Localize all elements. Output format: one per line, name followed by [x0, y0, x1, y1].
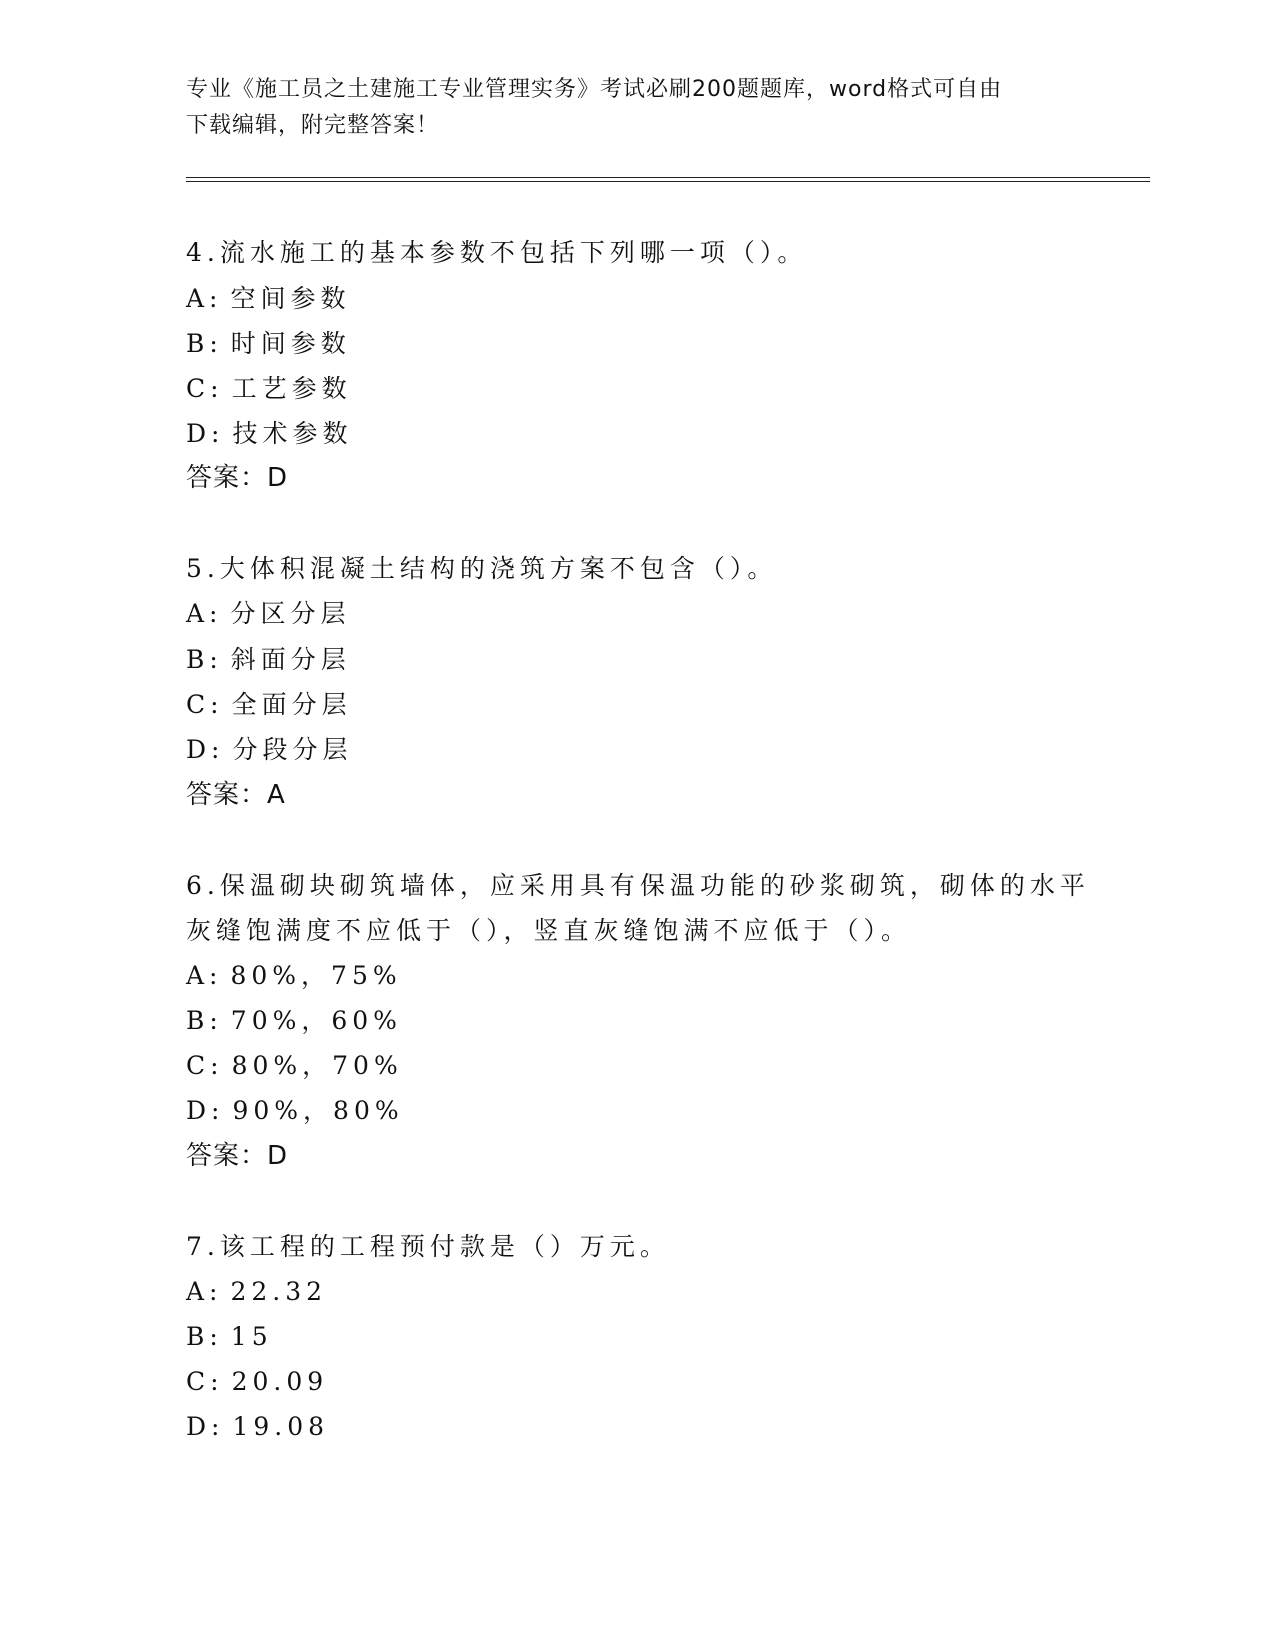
option-letter: A:: [186, 284, 223, 313]
option-text: 20.09: [231, 1367, 329, 1396]
option-letter: B:: [186, 1006, 223, 1035]
question-7-option-c: [186, 1366, 328, 1398]
header-divider-top: [186, 177, 1150, 178]
option-text: 15: [230, 1322, 273, 1351]
question-4-option-b: [186, 328, 351, 360]
question-4-stem: 4.流水施工的基本参数不包括下列哪一项（）。: [186, 238, 808, 267]
option-letter: D:: [186, 1096, 225, 1125]
question-7-option-a: [186, 1276, 327, 1308]
option-text: 全面分层: [231, 690, 352, 719]
question-5-option-b: [186, 644, 351, 676]
option-text: 时间参数: [230, 329, 351, 358]
option-letter: A:: [186, 1277, 223, 1306]
option-text: 80%，70%: [231, 1051, 403, 1080]
option-letter: A:: [186, 961, 223, 990]
question-6-answer: 答案：D: [186, 1141, 289, 1171]
option-letter: B:: [186, 1322, 223, 1351]
document-header: [186, 72, 1086, 144]
option-letter: B:: [186, 329, 223, 358]
option-text: 70%，60%: [230, 1006, 402, 1035]
question-4-option-d: [186, 418, 352, 450]
question-5-option-a: [186, 598, 351, 630]
header-divider-bottom: [186, 181, 1150, 182]
option-letter: D:: [186, 735, 225, 764]
option-letter: D:: [186, 419, 225, 448]
option-text: 分区分层: [230, 599, 351, 628]
question-6-stem-line-1: 6.保温砌块砌筑墙体，应采用具有保温功能的砂浆砌筑，砌体的水平: [186, 871, 1090, 900]
option-text: 斜面分层: [230, 645, 351, 674]
question-4-option-c: [186, 373, 352, 405]
question-6-option-d: [186, 1095, 404, 1127]
question-6-option-a: [186, 960, 402, 992]
option-letter: C:: [186, 374, 224, 403]
header-line-2: 下载编辑，附完整答案！: [186, 113, 440, 138]
option-text: 分段分层: [232, 735, 353, 764]
question-7-option-d: [186, 1411, 329, 1443]
option-text: 工艺参数: [231, 374, 352, 403]
question-4-answer: 答案：D: [186, 463, 289, 493]
question-7-option-b: [186, 1321, 273, 1353]
question-7-stem: 7.该工程的工程预付款是（）万元。: [186, 1232, 670, 1261]
option-text: 22.32: [230, 1277, 328, 1306]
option-letter: C:: [186, 1367, 224, 1396]
question-6-option-b: [186, 1005, 402, 1037]
option-text: 19.08: [232, 1412, 330, 1441]
question-6-option-c: [186, 1050, 403, 1082]
question-5-option-d: [186, 734, 352, 766]
question-5-stem: 5.大体积混凝土结构的浇筑方案不包含（）。: [186, 554, 778, 583]
option-letter: D:: [186, 1412, 225, 1441]
option-letter: B:: [186, 645, 223, 674]
option-text: 80%，75%: [230, 961, 402, 990]
option-letter: A:: [186, 599, 223, 628]
header-line-1: 专业《施工员之土建施工专业管理实务》考试必刷200题题库，word格式可自由: [186, 77, 1003, 102]
question-4-option-a: [186, 283, 351, 315]
question-5-option-c: [186, 689, 352, 721]
option-text: 90%，80%: [232, 1096, 404, 1125]
option-letter: C:: [186, 1051, 224, 1080]
question-6-stem-line-2: 灰缝饱满度不应低于（），竖直灰缝饱满不应低于（）。: [186, 916, 912, 945]
option-text: 空间参数: [230, 284, 351, 313]
option-letter: C:: [186, 690, 224, 719]
question-5-answer: 答案：A: [186, 780, 286, 810]
option-text: 技术参数: [232, 419, 353, 448]
